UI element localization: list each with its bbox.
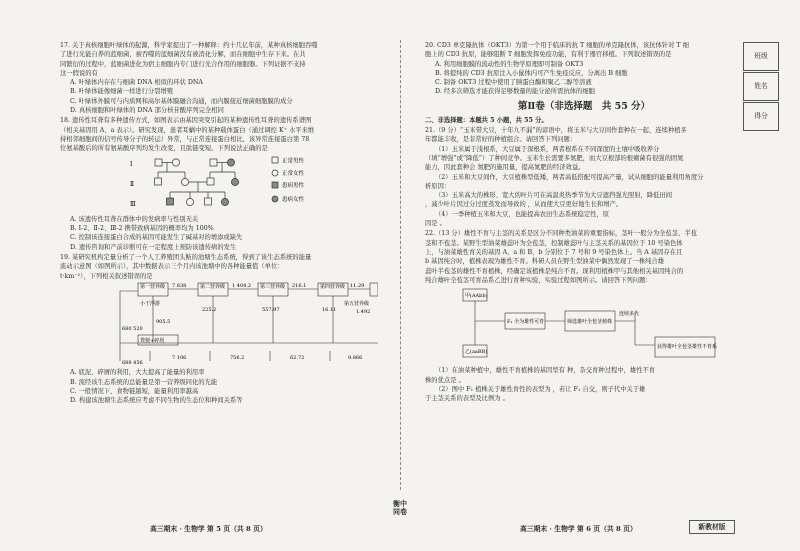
level-label-3: 第三营养级	[260, 283, 286, 290]
gen-label-3: Ⅲ	[130, 200, 136, 208]
q22-line: 茎和不苞茎。某野生型油菜雄蕊叶为全苞茎，控制雄蕊叶与主茎关系的基因位于 10 号染色体	[425, 239, 683, 247]
q17-option-b: B. 叶绿体能像细菌一样进行分裂增殖	[70, 88, 174, 96]
question-21	[425, 126, 743, 228]
legend-normal-male: 正常男性	[282, 158, 305, 165]
q19-line: t·km⁻²），下列相关叙述错误的是	[60, 272, 153, 280]
q19-line: 19. 某研究机构定量分析了一个人工养殖团头鲂的池塘生态系统，得到了该生态系统的能量	[60, 254, 312, 262]
energy-flow-diagram	[60, 281, 378, 365]
stage-value-2: 225.2	[202, 306, 217, 313]
side-value-2: 680 520	[122, 325, 143, 332]
q21-line: 析原因：	[425, 182, 451, 190]
q17-option-d: D. 真核细胞和叶绿体的 DNA 部分核苷酸序列完全相同	[70, 107, 224, 115]
q22-line: （2）图中 F₁ 植株关于雄性育性的表型为 ，若让 F₁ 自交，则子代中关于雄	[435, 386, 646, 394]
q20-line: 胞上的 CD3 抗原，能够阻断 T 细胞发挥免疫功能，有利于器官移植。下列叙述错误的是	[425, 51, 672, 59]
cross-generations: 连续多代	[619, 311, 640, 318]
q18-option-c: C. 控制该连接蛋白合成的基因可能发生了碱基对的增添或缺失	[70, 234, 243, 242]
q17-line: 了进行光能自养的蓝细菌，被吞噬的蓝细菌没有被消化分解，而在细胞中生存下来。在共	[60, 51, 306, 59]
q19-line: 流动示意图（如图所示），其中数据表示三个月内该池塘中的各种能量值（单位：	[60, 263, 284, 271]
q18-option-a: A. 该遗传性耳聋在群体中的发病率与性别无关	[70, 215, 199, 223]
name-box: 姓名	[743, 72, 779, 101]
gen-label-2: Ⅱ	[130, 180, 135, 188]
q21-line: ，减少叶片因过分过度蒸发而导致的 ，从而使大豆更好地生长和增产。	[425, 201, 623, 209]
legend-normal-female: 正常女性	[282, 170, 305, 177]
cross-screen: 筛选雄叶全苞茎植株	[567, 319, 613, 326]
q19-option-c: C. 一般情况下，食物链越短，能量利用率越高	[70, 387, 199, 395]
bottom-value-3: 62.72	[290, 354, 305, 361]
question-22	[425, 229, 743, 403]
q21-line: （填“增强”或“降低”）了种间竞争。玉米生长需要多氮肥，而大豆根部的根瘤菌有很强的固氮	[425, 154, 684, 162]
q17-line: 17. 关于真核细胞叶绿体的起源，科学家提出了一种解释：约十几亿年前，某种真核细胞吞噬	[60, 42, 318, 49]
q18-option-b: B. Ⅰ-2、Ⅱ-2、Ⅲ-2 携带致病基因的概率均为 100%	[70, 225, 214, 233]
q17-line: 同繁衍的过程中，蓝细菌进化为宿主细胞内专门进行光合作用的细胞器。下列证据不支持	[60, 60, 306, 68]
q21-line: （4）一季种植玉米和大豆，也能提高农田生态系统稳定性，原	[435, 210, 610, 218]
q19-option-b: B. 流经该生态系统的总能量是第一营养级同化的光能	[70, 378, 218, 386]
question-20	[425, 41, 743, 97]
q18-line: 18. 遗传性耳聋有多种遗传方式，如图表示由基因突变引起的某种遗传性耳聋的遗传系谱图	[60, 117, 312, 125]
q22-line: 上，与油菜雄性育关的基因 A、a 和 B、b 分别位于 7 号和 9 号染色体上。当 A 基因存在且	[425, 248, 683, 256]
right-page	[425, 40, 743, 404]
q22-line: 株的优点是 。	[425, 376, 465, 384]
q19-option-a: A. 底泥、碎屑的利用，大大提高了能量的利用率	[70, 369, 205, 377]
bottom-value-4: 9.866	[348, 354, 363, 361]
q21-line: 因是 。	[425, 220, 446, 228]
q18-option-d: D. 遗传咨询和产前诊断可在一定程度上预防该遗传病的发生	[70, 243, 237, 251]
q22-line: （1）在油菜种植中，雄性不育植株的基因型有 种，杂交育种过程中，雄性不育	[435, 367, 656, 375]
q17-line: 这一假说的有	[60, 69, 98, 77]
stage-value-3: 557.97	[262, 306, 280, 313]
q22-line: 于主茎关系的表型及比例为 。	[425, 395, 509, 403]
q20-option-c: C. 制备 OKT3 过程中使用了胰蛋白酶和聚乙二醇等溶液	[435, 79, 592, 87]
q22-line: 蕊叶半苞茎的雄性不育植株，经确定该植株是纯合不育。现利用植株甲与其他相关基因纯合的	[425, 267, 684, 275]
q17-option-a: A. 叶绿体内存在与细菌 DNA 相似的环状 DNA	[70, 79, 203, 87]
cross-result: 获得雄叶全苞茎雄性不育系	[657, 344, 718, 351]
q22-line: 22.（13 分）雄性不育与主茎的关系是区分不同种类油菜的重要指标，茎叶一般分为全苞茎、半苞	[425, 230, 697, 238]
question-19	[60, 253, 378, 405]
q20-option-a: A. 利用细胞膜的流动性的生物学原理即可制备 OKT3	[435, 60, 584, 68]
q22-line: 纯合雄叶全苞茎可育品系乙进行育种实验，实验过程如图所示。请回答下列问题：	[425, 276, 652, 284]
pedigree-chart	[60, 154, 378, 212]
arrow-value-1: 7 838	[172, 282, 187, 289]
section-title: 第Ⅱ卷（非选择题 共 55 分）	[517, 100, 651, 112]
side-value-3: 688 456	[122, 359, 143, 365]
q20-option-b: B. 将提纯的 CD3 抗原注入小鼠体内可产生免疫反应，分离出 B 细胞	[435, 69, 628, 77]
q18-line: 持相邻细胞间的信号传导分子的转运）异常，与正常连接蛋白相比，该异常连接蛋白第 78	[60, 135, 310, 143]
arrow-value-2: 1 404.2	[232, 282, 252, 289]
q18-line: 位氨基酸后的所有氨基酸序列均发生改变，且肽链变短。下列说法正确的是	[60, 145, 268, 153]
q20-option-d: D. 经多次筛选才能获得足够数量的能分泌所需抗体的细胞	[435, 88, 595, 96]
breeding-diagram	[425, 285, 743, 363]
level-label-5: 第五营养级	[344, 300, 370, 307]
stage-value-5: 1.492	[356, 308, 371, 315]
cross-parent-b: 乙(aaBB)	[465, 349, 488, 356]
cross-parent-a: 甲(AAbb)	[465, 293, 488, 300]
gen-label-1: Ⅰ	[130, 160, 133, 168]
q21-line: 年都能丰收，是非常好的种植组合。请回答下列问题：	[425, 136, 577, 144]
edition-badge: 新教材版	[689, 520, 735, 534]
spine-logo: 衡中同卷	[393, 499, 407, 516]
side-value-1: 905.5	[156, 318, 171, 325]
score-box: 得分	[743, 102, 779, 131]
class-box: 班级	[743, 42, 779, 71]
legend-affected-male: 患病男性	[282, 182, 305, 189]
bottom-value-1: 7 106	[172, 354, 187, 361]
level-label-4: 第四营养级	[320, 283, 346, 290]
left-page	[60, 40, 378, 405]
center-fold-line	[400, 40, 401, 490]
question-17	[60, 41, 378, 115]
stage-value-1: 小于浮游	[140, 300, 161, 307]
q21-line: （1）玉米属于浅根系，大豆属于深根系，两者根系在不同深度的土壤中吸收养分	[435, 145, 660, 153]
question-18	[60, 116, 378, 252]
arrow-value-3: 216.1	[292, 282, 307, 289]
level-label-2: 第二营养级	[200, 283, 226, 290]
left-footer: 高三期末 · 生物学 第 5 页（共 8 页）	[150, 525, 267, 533]
q22-line: b 基因纯合时，植株表现为雄性不育。科研人员在野生型油菜中偶然发现了一株纯合雄	[425, 258, 665, 266]
q21-line: 21.（9 分）“玉米带大豆，十年九不漏”的谚语中，将玉米与大豆间作套种在一起，连续种植多	[425, 127, 687, 135]
arrow-value-4: 11.29	[350, 282, 365, 289]
q20-line: 20. CD3 单克隆抗体（OKT3）为第一个用于临床的抗 T 细胞的单克隆抗体，该抗体针对 T 细	[425, 42, 689, 49]
cross-f1: F₁ 全为雄性可育	[507, 319, 545, 326]
q19-option-d: D. 构建该池塘生态系统应考虑不同生物的生态位和种间关系等	[70, 397, 243, 405]
stage-value-4: 16.11	[322, 306, 337, 313]
bottom-value-2: 756.2	[230, 354, 245, 361]
right-footer: 高三期末 · 生物学 第 6 页（共 8 页）	[520, 525, 637, 533]
q21-line: 能力，因此套种会 氮肥的施用量，提高氮肥的经济效益。	[425, 164, 585, 172]
section-subtitle: 二、非选择题：本题共 5 小题，共 55 分。	[425, 116, 548, 124]
legend-affected-female: 患病女性	[282, 196, 305, 203]
level-label-1: 第一营养级	[140, 283, 166, 290]
q18-line: （相关基因用 A、a 表示）。研究发现，患者耳蜗中的某种载体蛋白（通过调控 K⁺ 水平来维	[60, 126, 315, 134]
detritus-label: 粪便+碎屑	[140, 337, 165, 344]
q21-line: （3）玉米高大的株形、宽大的叶片可在高温炎热季节为大豆遮挡强光照射，降低田间	[435, 192, 672, 200]
q21-line: （2）玉米和大豆间作，大豆植株型低矮，两者高低搭配可提高产量，试从细胞的能量利用角度分	[435, 173, 704, 181]
q17-option-c: C. 叶绿体外膜可与内质网和高尔基体膜融合沟通，而内膜接近细菌细胞膜的成分	[70, 97, 293, 105]
